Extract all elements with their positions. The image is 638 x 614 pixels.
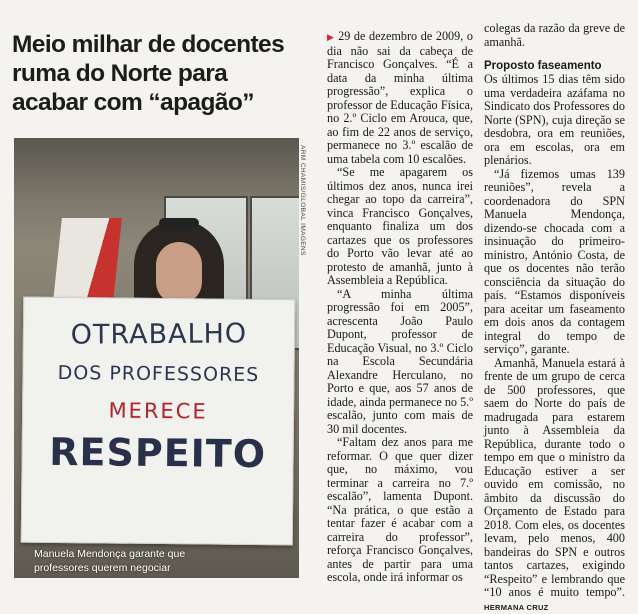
paragraph: “Já fizemos umas 139 reuniões”, revela a coordenadora do SPN Manuela Mendonça, dizendo-se chocada com a insinuação do primeiro-ministro, António Costa, de que os docentes não terão consciência da situação do país. “Estamos disponíveis para aceitar um faseamento em dois anos da contagem integral do tempo de serviço”, garante. <box>484 168 625 357</box>
photo-person-glasses <box>159 218 199 228</box>
sign-line-2: DOS PROFESSORES <box>23 362 293 387</box>
author-signature: HERMANA CRUZ <box>484 603 549 612</box>
photo-caption: Manuela Mendonça garante que professores querem negociar <box>34 548 214 575</box>
headline-line-1: Meio milhar de docentes <box>12 30 312 59</box>
photo-wall <box>14 138 299 200</box>
photo-credit: ARM CHAMIS/GLOBAL IMAGENS <box>299 145 306 256</box>
paragraph: “Faltam dez anos para me reformar. O que quer dizer que, no máximo, vou terminar a carreira no 7.º escalão”, lamenta Dupont. “Na prática, o que estão a tentar fazer é acabar com a carreira do professor”, reforça Francisco Gonçalves, antes de partir para uma escola, onde irá informar os <box>327 436 473 585</box>
article-column-2 <box>484 22 625 614</box>
headline-line-2: ruma do Norte para <box>12 59 312 88</box>
paragraph: “Se me apagarem os últimos dez anos, nunca irei chegar ao topo da carreira”, vinca Francisco Gonçalves, enquanto finaliza um dos cartazes que os professores do Porto vão levar até ao protesto de amanhã, junto à Assembleia a República. <box>327 166 473 288</box>
photo-person-face <box>156 242 202 304</box>
sign-line-3: MERECE <box>23 398 293 425</box>
paragraph-text: 29 de dezembro de 2009, o dia não sai da cabeça de Francisco Gonçalves. “É a data da minha última progressão”, explica o professor de Educação Física, no 2.º Ciclo em Arouca, que, ao fim de 22 anos de serviço, permanece no 3.º escalão de uma tabela com 10 escalões. <box>327 29 473 166</box>
headline-line-3: acabar com “apagão” <box>12 88 312 117</box>
paragraph <box>484 357 625 614</box>
paragraph-text: Amanhã, Manuela estará à frente de um grupo de cerca de 500 professores, que saem do Norte do país de madrugada para estarem junto à Assembleia da República, durante todo o tempo em que o ministro da Educação estiver a ser ouvido em comissão, no âmbito da discussão do Orçamento de Estado para 2018. Com eles, os docentes levam, pelo menos, 400 bandeiras do SPN e outros tantos cartazes, exigindo “Respeito” e lembrando que “10 anos é muito tempo”. <box>484 356 625 600</box>
sign-line-4: RESPEITO <box>22 430 292 477</box>
headline <box>12 30 312 117</box>
paragraph <box>327 30 473 166</box>
paragraph: “A minha última progressão foi em 2005”, acrescenta João Paulo Dupont, professor de Educação Visual, no 3.º Ciclo na Escola Secundária Alexandre Herculano, no Porto e que, aos 57 anos de idade, ainda permanece no 5.º escalão, junto com mais de 30 mil docentes. <box>327 288 473 437</box>
subheading: Proposto faseamento <box>484 60 625 73</box>
news-photo <box>14 138 299 578</box>
section-marker-icon: ▶ <box>327 32 335 42</box>
sign-line-1: OTRABALHO <box>24 318 294 351</box>
paragraph: colegas da razão da greve de amanhã. <box>484 22 625 49</box>
article-column-1 <box>327 30 473 585</box>
protest-sign <box>21 297 296 546</box>
paragraph: Os últimos 15 dias têm sido uma verdadeira azáfama no Sindicato dos Professores do Norte (SPN), cuja direção se desdobra, ora em reuniões, ora em escolas, ora em plenários. <box>484 73 625 168</box>
